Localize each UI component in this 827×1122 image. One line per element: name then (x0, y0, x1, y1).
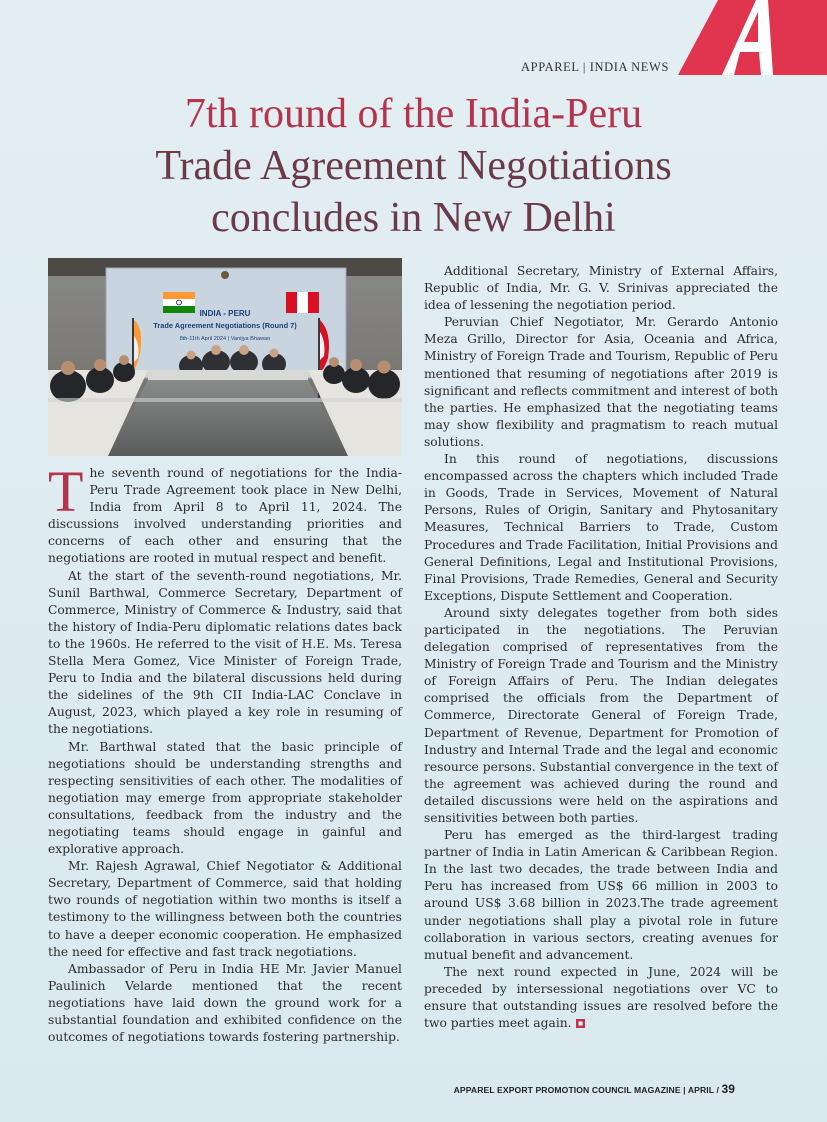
article-paragraph: Ambassador of Peru in India HE Mr. Javier Manuel Paulinich Velarde mentioned that the recent negotiations have laid down the ground work for a substantial foundation and exhibited confidence on the outcomes of negotiations towards fostering partnership. (48, 961, 402, 1045)
section-label: APPAREL | INDIA NEWS (521, 60, 669, 74)
footer-text: APPAREL EXPORT PROMOTION COUNCIL MAGAZINE | APRIL / (453, 1085, 719, 1095)
article-paragraph: Additional Secretary, Ministry of External Affairs, Republic of India, Mr. G. V. Srinivas appreciated the idea of lessening the negotiation period. (424, 264, 778, 313)
magazine-logo-icon (678, 0, 827, 75)
meeting-photo (48, 258, 402, 456)
end-of-article-icon (576, 1019, 585, 1028)
meeting-photo-illustration (48, 258, 402, 456)
svg-text:INDIA - PERU: INDIA - PERU (199, 309, 251, 318)
title-line-2: Trade Agreement Negotiations (155, 143, 672, 189)
article-title (48, 88, 779, 244)
drop-cap: T (48, 459, 84, 524)
title-line-3: concludes in New Delhi (211, 195, 616, 241)
page-number: 39 (721, 1082, 735, 1096)
article-paragraph: Mr. Barthwal stated that the basic principle of negotiations should be understanding strengths and respecting sensitivities of each other. The modalities of negotiation may emerge from appropriate stakeholder consultations, feedback from the industry and the negotiating teams should engage in gainful and explorative approach. (48, 739, 402, 857)
article-paragraph: Around sixty delegates together from both sides participated in the negotiations. The Peruvian delegation comprised of representatives from the Ministry of Foreign Trade and Tourism and the Ministry of Foreign Affairs of Peru. The Indian delegates comprised the officials from the Department of Commerce, Directorate General of Foreign Trade, Department of Revenue, Department for Promotion of Industry and Internal Trade and the legal and economic resource persons. Substantial convergence in the text of the agreement was achieved during the round and detailed discussions were held on the aspirations and sensitivities between both parties. (424, 605, 778, 825)
svg-text:8th-11th April 2024 | Vanijya: 8th-11th April 2024 | Vanijya Bhawan (179, 336, 271, 342)
article-paragraph: In this round of negotiations, discussions encompassed across the chapters which included Trade in Goods, Trade in Services, Movement of Natural Persons, Rules of Origin, Sanitary and Phytosanitary Measures, Technical Barriers to Trade, Custom Procedures and Trade Facilitation, Initial Provisions and General Definitions, Legal and Institutional Provisions, Final Provisions, Trade Remedies, General and Security Exceptions, Dispute Settlement and Cooperation. (424, 452, 778, 603)
page-footer (454, 1082, 735, 1096)
article-paragraph: Mr. Rajesh Agrawal, Chief Negotiator & Additional Secretary, Department of Commerce, said that holding two rounds of negotiation within two months is itself a testimony to the willingness between both the countries to have a deeper economic cooperation. He emphasized the need for effective and fast track negotiations. (48, 859, 402, 959)
title-line-1: 7th round of the India-Peru (184, 91, 643, 137)
article-paragraph: The next round expected in June, 2024 will be preceded by intersessional negotiations over VC to ensure that outstanding issues are resolved before the two parties meet again. (424, 964, 778, 1031)
article-paragraph: Peru has emerged as the third-largest trading partner of India in Latin American & Caribbean Region. In the last two decades, the trade between India and Peru has increased from US$ 66 million in 2003 to around US$ 3.68 billion in 2023.The trade agreement under negotiations shall play a pivotal role in future collaboration in various sectors, creating avenues for mutual benefit and advancement. (424, 828, 778, 962)
article-paragraph: The seventh round of negotiations for the India-Peru Trade Agreement took place in New Delhi, India from April 8 to April 11, 2024. The discussions involved understanding priorities and concerns of each other and ensuring that the negotiations are rooted in mutual respect and benefit. (48, 459, 402, 566)
article-column-left (48, 459, 402, 1046)
svg-text:Trade Agreement Negotiations (: Trade Agreement Negotiations (Round 7) (153, 321, 297, 330)
article-column-right (424, 263, 778, 1032)
article-paragraph: At the start of the seventh-round negotiations, Mr. Sunil Barthwal, Commerce Secretary, Department of Commerce, Ministry of Commerce & Industry, said that the history of India-Peru diplomatic relations dates back to the 1960s. He referred to the visit of H.E. Ms. Teresa Stella Mera Gomez, Vice Minister of Foreign Trade, Peru to India and the bilateral discussions held during the sidelines of the 9th CII India-LAC Conclave in August, 2023, which played a key role in resuming of the negotiations. (48, 568, 402, 737)
article-paragraph: Peruvian Chief Negotiator, Mr. Gerardo Antonio Meza Grillo, Director for Asia, Oceania and Africa, Ministry of Foreign Trade and Tourism, Republic of Peru mentioned that resuming of negotiations after 2019 is significant and reflects commitment and interest of both the parties. He emphasized that the negotiating teams may show flexibility and pragmatism to reach mutual solutions. (424, 315, 778, 449)
